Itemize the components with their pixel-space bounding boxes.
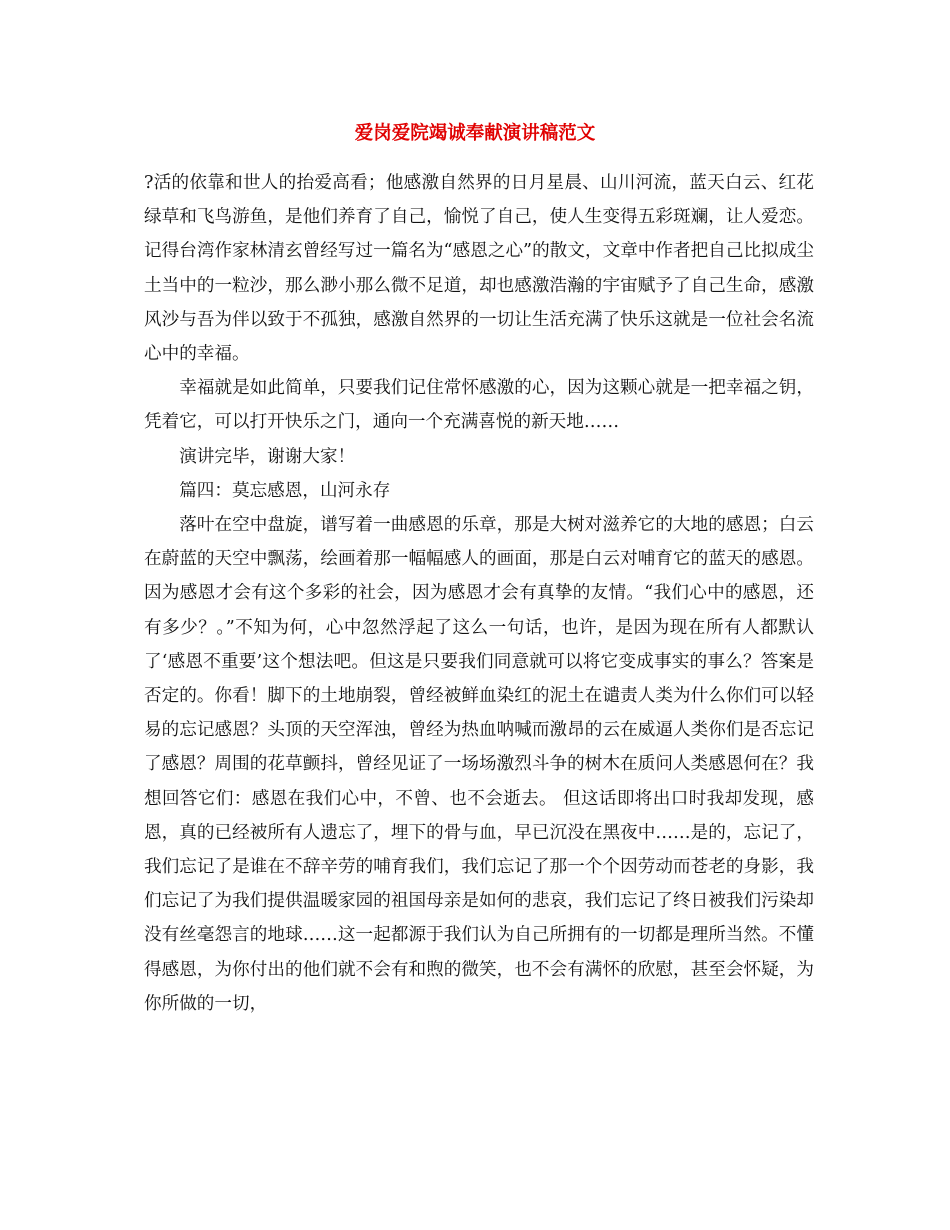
- paragraph: 演讲完毕，谢谢大家！: [179, 446, 356, 467]
- paragraph: 幸福就是如此简单，只要我们记住常怀感激的心，因为这颗心就是一把幸福之钥，凭着它，可以打开快乐之门，通向一个充满喜悦的新天地……: [144, 378, 814, 433]
- document-title: 爱岗爱院竭诚奉献演讲稿范文: [354, 123, 596, 144]
- paragraph: 落叶在空中盘旋，谱写着一曲感恩的乐章，那是大树对滋养它的大地的感恩；白云在蔚蓝的天空中飘荡，绘画着那一幅幅感人的画面，那是白云对哺育它的蓝天的感恩。因为感恩才会有这个多彩的社会，因为感恩才会有真挚的友情。“我们心中的感恩，还有多少？。”不知为何，心中忽然浮起了这么一句话，也许，是因为现在所有人都默认了‘感恩不重要’这个想法吧。但这是只要我们同意就可以将它变成事实的事么？答案是否定的。你看！脚下的土地崩裂，曾经被鲜血染红的泥土在谴责人类为什么你们可以轻易的忘记感恩？头顶的天空浑浊，曾经为热血呐喊而激昂的云在威逼人类你们是否忘记了感恩？周围的花草颤抖，曾经见证了一场场激烈斗争的树木在质问人类感恩何在？我想回答它们：感恩在我们心中，不曾、也不会逝去。 但这话即将出口时我却发现，感恩，真的已经被所有人遗忘了，埋下的骨与血，早已沉没在黑夜中……是的，忘记了，我们忘记了是谁在不辞辛劳的哺育我们，我们忘记了那一个个因劳动而苍老的身影，我们忘记了为我们提供温暖家园的祖国母亲是如何的悲哀，我们忘记了终日被我们污染却没有丝毫怨言的地球……这一起都源于我们认为自己所拥有的一切都是理所当然。不懂得感恩，为你付出的他们就不会有和煦的微笑，也不会有满怀的欣慰，甚至会怀疑，为你所做的一切，: [144, 515, 814, 1014]
- section-heading: 篇四：莫忘感恩，山河永存: [179, 480, 391, 501]
- document-body: [144, 166, 814, 1021]
- paragraph: ?活的依靠和世人的抬爱高看；他感激自然界的日月星晨、山川河流，蓝天白云、红花绿草和飞鸟游鱼，是他们养育了自己，愉悦了自己，使人生变得五彩斑斓，让人爱恋。记得台湾作家林清玄曾经写过一篇名为“感恩之心”的散文，文章中作者把自己比拟成尘土当中的一粒沙，那么渺小那么微不足道，却也感激浩瀚的宇宙赋予了自己生命，感激风沙与吾为伴以致于不孤独，感激自然界的一切让生活充满了快乐这就是一位社会名流心中的幸福。: [144, 173, 814, 365]
